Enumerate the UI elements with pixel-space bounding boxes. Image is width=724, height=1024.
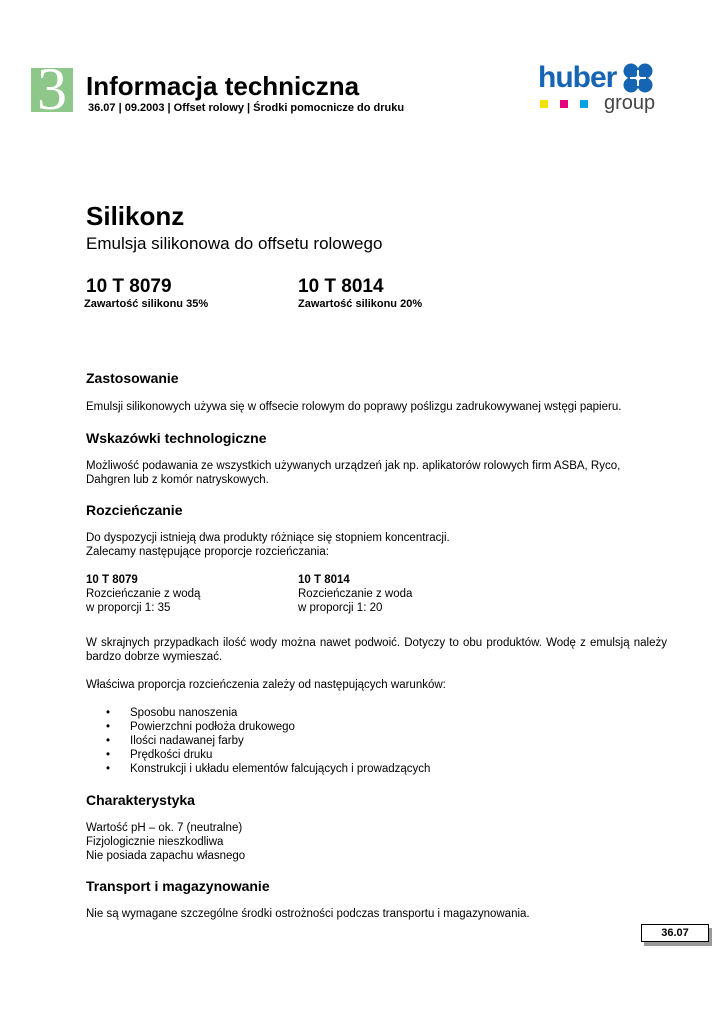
dilution-col1-line2: w proporcji 1: 35: [86, 602, 171, 614]
transport-text: [86, 907, 530, 921]
variant-code-2: 10 T 8014: [298, 276, 384, 297]
conditions-intro-line: Właściwa proporcja rozcieńczenia zależy od następujących warunków:: [86, 679, 446, 691]
dilution-col2-line1: Rozcieńczanie z woda: [298, 588, 413, 600]
section-number: 3: [37, 56, 67, 122]
logo-square-cyan: [580, 100, 588, 108]
document-title: Informacja techniczna: [86, 71, 360, 101]
dilution-col2-line2: w proporcji 1: 20: [298, 602, 383, 614]
tech-notes-text: [86, 459, 620, 487]
logo-square-yellow: [540, 100, 548, 108]
characteristics-line: Nie posiada zapachu własnego: [86, 850, 246, 862]
list-item: • Konstrukcji i układu elementów falcujących i prowadzących: [106, 762, 430, 776]
dilution-note-line: należy bardzo dobrze wymieszać.: [86, 637, 667, 663]
dilution-conditions-list: [106, 706, 430, 776]
tech-notes-line: Możliwość podawania ze wszystkich używanych urządzeń jak np. aplikatorów rolowych firm ASBA, Ryco,: [86, 460, 621, 472]
characteristics-text: [86, 821, 245, 863]
characteristics-line: Wartość pH – ok. 7 (neutralne): [86, 822, 243, 834]
product-name: Silikonz: [86, 201, 185, 231]
list-item: • Ilości nadawanej farby: [106, 734, 430, 748]
logo-square-magenta: [560, 100, 568, 108]
dilution-intro: [86, 531, 450, 559]
heading-transport: Transport i magazynowanie: [86, 878, 270, 894]
logo-word-group: group: [604, 92, 656, 114]
dilution-note-line: W skrajnych przypadkach ilość wody można nawet podwoić. Dotyczy to obu produktów. Wodę z emulsją: [86, 637, 630, 649]
dilution-intro-line: Do dyspozycji istnieją dwa produkty różniące się stopniem koncentracji.: [86, 532, 450, 544]
huber-group-logo: [538, 60, 658, 118]
dilution-note: [86, 636, 667, 664]
tech-notes-line: Dahgren lub z komór natryskowych.: [86, 474, 269, 486]
dilution-col2-code: 10 T 8014: [298, 574, 350, 586]
list-item: • Prędkości druku: [106, 748, 430, 762]
page-code: 36.07: [661, 927, 689, 939]
dilution-intro-line: Zalecamy następujące proporcje rozcieńczania:: [86, 546, 329, 558]
heading-characteristics: Charakterystyka: [86, 792, 195, 808]
heading-dilution: Rozcieńczanie: [86, 502, 183, 518]
clover-icon: [622, 62, 654, 94]
heading-application: Zastosowanie: [86, 370, 179, 386]
characteristics-line: Fizjologicznie nieszkodliwa: [86, 836, 224, 848]
product-description: Emulsja silikonowa do offsetu rolowego: [86, 234, 383, 253]
document-subtitle: 36.07 | 09.2003 | Offset rolowy | Środki pomocnicze do druku: [88, 102, 405, 114]
dilution-column-2: [298, 573, 412, 615]
variant-code-1: 10 T 8079: [86, 276, 172, 297]
dilution-column-1: [86, 573, 200, 615]
page-code-box: [641, 924, 709, 942]
section-number-badge: [31, 56, 73, 122]
application-text: [86, 400, 621, 414]
logo-word-huber: huber: [538, 61, 617, 94]
heading-tech-notes: Wskazówki technologiczne: [86, 430, 267, 446]
variant-content-2: Zawartość silikonu 20%: [298, 298, 423, 310]
transport-line: Nie są wymagane szczególne środki ostrożności podczas transportu i magazynowania.: [86, 908, 530, 920]
variant-content-1: Zawartość silikonu 35%: [84, 298, 209, 310]
list-item: • Powierzchni podłoża drukowego: [106, 720, 430, 734]
dilution-col1-code: 10 T 8079: [86, 574, 138, 586]
list-item: • Sposobu nanoszenia: [106, 706, 430, 720]
dilution-conditions-intro: [86, 678, 446, 692]
application-line: Emulsji silikonowych używa się w offsecie rolowym do poprawy poślizgu zadrukowywanej wstęgi papieru.: [86, 401, 622, 413]
dilution-col1-line1: Rozcieńczanie z wodą: [86, 588, 201, 600]
